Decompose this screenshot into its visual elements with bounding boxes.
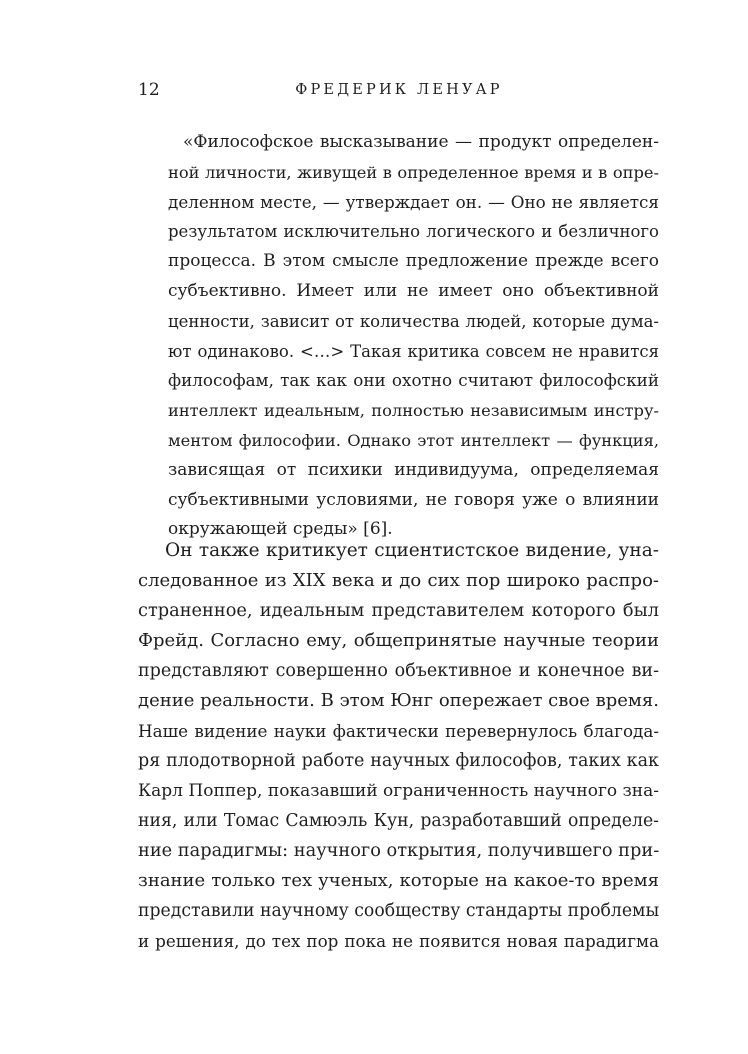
quote-line: ценности, зависит от количества людей, которые дума- (168, 311, 659, 331)
quote-line: деленном месте, — утверждает он. — Оно не является (168, 191, 659, 212)
body-paragraph (138, 536, 659, 956)
body-line: Наше видение науки фактически перевернулось благода- (138, 721, 659, 741)
body-line: и решения, до тех пор пока не появится новая парадигма (138, 931, 659, 951)
body-line: Фрейд. Согласно ему, общепринятые научные теории (138, 630, 659, 651)
body-line: дение реальности. В этом Юнг опережает свое время. (138, 690, 659, 711)
running-title: ФРЕДЕРИК ЛЕНУАР (295, 82, 503, 98)
quote-line: окружающей среды» [6]. (168, 519, 393, 540)
body-line: Он также критикует сциентистское видение, уна- (165, 540, 659, 561)
body-line: Карл Поппер, показавший ограниченность научного зна- (138, 781, 659, 801)
body-line: следованное из XIX века и до сих пор широко распро- (138, 570, 659, 591)
body-line: ние парадигмы: научного открытия, получившего при- (138, 841, 660, 861)
quote-line: ментом философии. Однако этот интеллект — функция, (168, 430, 659, 450)
body-line: знание только тех ученых, которые на какое-то время (138, 870, 659, 891)
running-head (138, 78, 660, 102)
body-line: представляют совершенно объективное и конечное ви- (138, 661, 659, 681)
block-quote (168, 128, 659, 545)
body-line: ния, или Томас Самюэль Кун, разработавший определе- (138, 811, 659, 831)
quote-line: интеллект идеальным, полностью независимым инстру- (168, 401, 659, 421)
body-line: ря плодотворной работе научных философов, таких как (138, 751, 659, 771)
quote-line: зависящая от психики индивидуума, определяемая (168, 459, 659, 480)
quote-line: процесса. В этом смысле предложение прежде всего (168, 251, 659, 272)
quote-line: «Философское высказывание — продукт определен- (183, 132, 659, 152)
body-line: страненное, идеальным представителем которого был (138, 601, 659, 621)
quote-line: философам, так как они охотно считают философский (168, 370, 659, 391)
quote-line: субъективными условиями, не говоря уже о влиянии (168, 489, 659, 510)
quote-line: субъективно. Имеет или не имеет оно объективной (168, 280, 659, 301)
body-line: представили научному сообществу стандарты проблемы (138, 901, 660, 921)
quote-line: ной личности, живущей в определенное время и в опре- (168, 162, 659, 182)
page-number: 12 (138, 80, 160, 100)
quote-line: результатом исключительно логического и безличного (168, 222, 659, 242)
quote-line: ют одинаково. <…> Такая критика совсем не нравится (168, 341, 659, 361)
